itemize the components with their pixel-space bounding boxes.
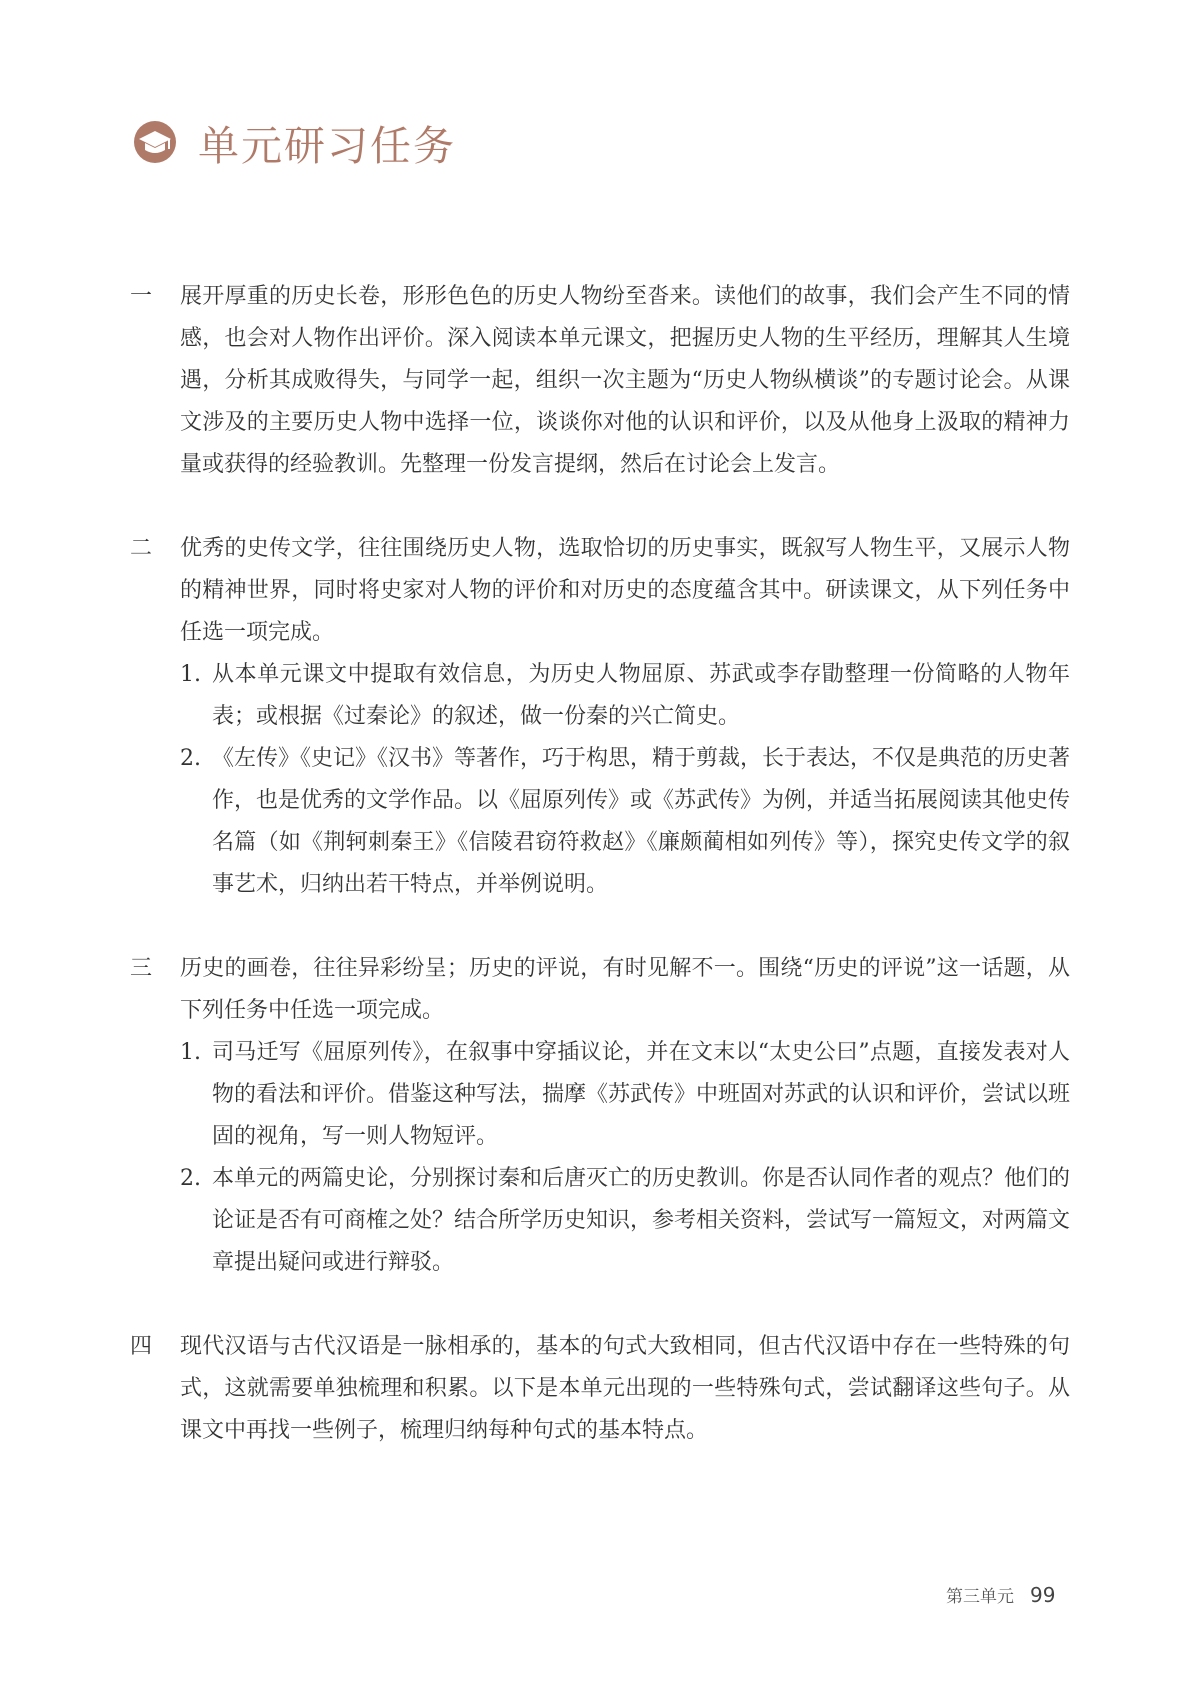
subtask-number: 2.: [180, 746, 201, 771]
task-item: [130, 276, 1070, 486]
page-number: 99: [1030, 1583, 1056, 1607]
task-list: [130, 276, 1070, 1494]
task-item: [130, 528, 1070, 906]
subtask-number: 1.: [180, 662, 201, 687]
unit-label: 第三单元: [946, 1587, 1014, 1607]
task-number: 一: [130, 284, 153, 309]
task-text: 展开厚重的历史长卷，形形色色的历史人物纷至沓来。读他们的故事，我们会产生不同的情感，也会对人物作出评价。深入阅读本单元课文，把握历史人物的生平经历，理解其人生境遇，分析其成败得失，与同学一起，组织一次主题为“历史人物纵横谈”的专题讨论会。从课文涉及的主要历史人物中选择一位，谈谈你对他的认识和评价，以及从他身上汲取的精神力量或获得的经验教训。先整理一份发言提纲，然后在讨论会上发言。: [180, 284, 1070, 477]
task-text: 优秀的史传文学，往往围绕历史人物，选取恰切的历史事实，既叙写人物生平，又展示人物的精神世界，同时将史家对人物的评价和对历史的态度蕴含其中。研读课文，从下列任务中任选一项完成。: [180, 536, 1070, 645]
subtask-number: 2.: [180, 1166, 201, 1191]
task-body: [180, 948, 1070, 1284]
task-item: [130, 948, 1070, 1284]
subtask-text: 本单元的两篇史论，分别探讨秦和后唐灭亡的历史教训。你是否认同作者的观点？他们的论证是否有可商榷之处？结合所学历史知识，参考相关资料，尝试写一篇短文，对两篇文章提出疑问或进行辩驳。: [212, 1166, 1071, 1275]
page-header: [130, 112, 456, 172]
graduation-cap-icon: [130, 117, 180, 167]
task-text: 历史的画卷，往往异彩纷呈；历史的评说，有时见解不一。围绕“历史的评说”这一话题，从下列任务中任选一项完成。: [180, 956, 1070, 1023]
task-number: 二: [130, 536, 153, 561]
subtask-item: [180, 1032, 1070, 1158]
subtask-text: 从本单元课文中提取有效信息，为历史人物屈原、苏武或李存勖整理一份简略的人物年表；或根据《过秦论》的叙述，做一份秦的兴亡简史。: [212, 662, 1070, 729]
page-footer: [946, 1582, 1055, 1607]
subtask-text: 司马迁写《屈原列传》，在叙事中穿插议论，并在文末以“太史公曰”点题，直接发表对人物的看法和评价。借鉴这种写法，揣摩《苏武传》中班固对苏武的认识和评价，尝试以班固的视角，写一则人物短评。: [212, 1040, 1071, 1149]
subtask-text: 《左传》《史记》《汉书》等著作，巧于构思，精于剪裁，长于表达，不仅是典范的历史著作，也是优秀的文学作品。以《屈原列传》或《苏武传》为例，并适当拓展阅读其他史传名篇（如《荆轲刺秦王》《信陵君窃符救赵》《廉颇蔺相如列传》等），探究史传文学的叙事艺术，归纳出若干特点，并举例说明。: [212, 746, 1071, 897]
subtask-number: 1.: [180, 1040, 201, 1065]
task-body: [180, 276, 1070, 486]
task-body: [180, 1326, 1070, 1452]
task-number: 三: [130, 956, 153, 981]
subtask-item: [180, 1158, 1070, 1284]
task-number: 四: [130, 1334, 153, 1359]
task-body: [180, 528, 1070, 906]
subtask-item: [180, 654, 1070, 738]
page-title: 单元研习任务: [198, 121, 456, 170]
subtask-item: [180, 738, 1070, 906]
task-item: [130, 1326, 1070, 1452]
task-text: 现代汉语与古代汉语是一脉相承的，基本的句式大致相同，但古代汉语中存在一些特殊的句式，这就需要单独梳理和积累。以下是本单元出现的一些特殊句式，尝试翻译这些句子。从课文中再找一些例子，梳理归纳每种句式的基本特点。: [180, 1334, 1070, 1443]
